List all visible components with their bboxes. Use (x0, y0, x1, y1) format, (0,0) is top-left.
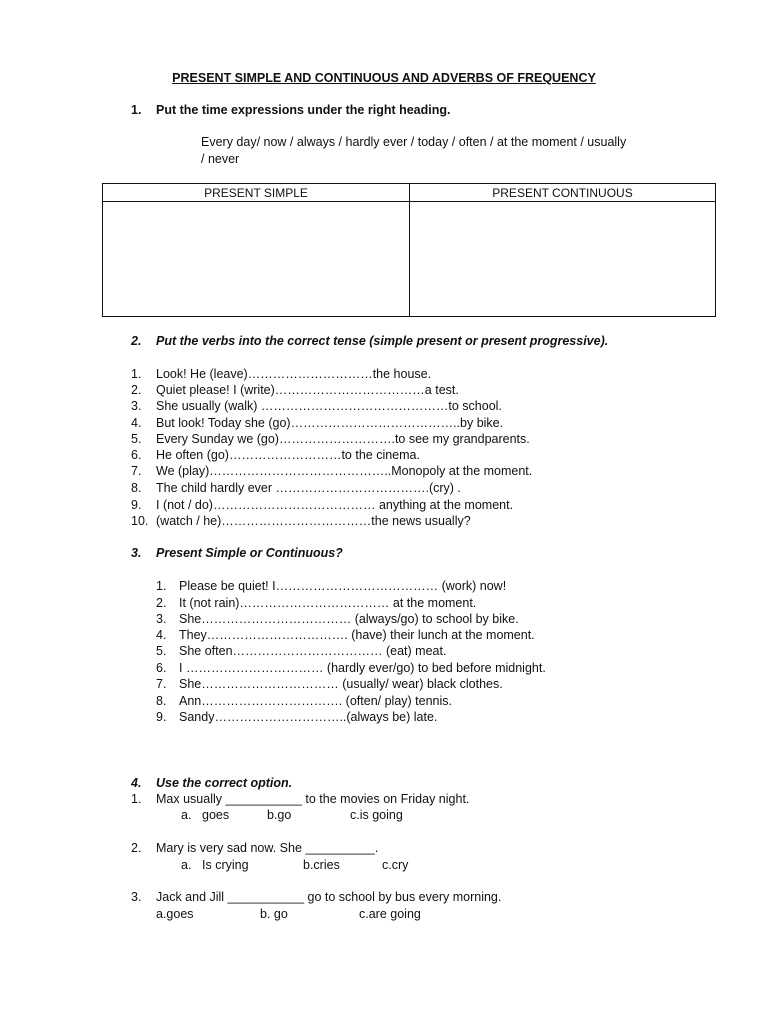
option-c[interactable]: c.cry (382, 858, 409, 872)
tense-heading-table (102, 183, 716, 317)
present-continuous-answer-cell[interactable] (410, 202, 716, 317)
list-item-number: 1. (131, 367, 142, 381)
option-b[interactable]: b. go (260, 907, 288, 921)
list-item: It (not rain)……………………………… at the moment. (179, 596, 477, 610)
list-item: Quiet please! I (write)………………………………a test. (156, 383, 459, 397)
list-item: Every Sunday we (go)……………………….to see my grandparents. (156, 432, 530, 446)
list-item-number: 4. (131, 416, 142, 430)
header-present-continuous: PRESENT CONTINUOUS (410, 184, 716, 202)
list-item: Sandy…………………………..(always be) late. (179, 710, 438, 724)
option-label: a. (181, 808, 192, 822)
section-4-instruction: Use the correct option. (156, 776, 293, 790)
time-expressions-line-1: Every day/ now / always / hardly ever / today / often / at the moment / usually (201, 135, 627, 149)
list-item-number: 2. (156, 596, 167, 610)
section-2-instruction: Put the verbs into the correct tense (simple present or present progressive). (156, 334, 609, 348)
list-item: They……………………………. (have) their lunch at the moment. (179, 628, 535, 642)
option-a[interactable]: Is crying (202, 858, 249, 872)
list-item-number: 3. (131, 399, 142, 413)
list-item: Ann……………………………. (often/ play) tennis. (179, 694, 452, 708)
option-c[interactable]: c.are going (359, 907, 421, 921)
list-item: Look! He (leave)…………………………the house. (156, 367, 432, 381)
question-number: 1. (131, 792, 142, 806)
list-item-number: 8. (156, 694, 167, 708)
list-item-number: 1. (156, 579, 167, 593)
list-item: But look! Today she (go)…………………………………..by bike. (156, 416, 504, 430)
page-title: PRESENT SIMPLE AND CONTINUOUS AND ADVERBS OF FREQUENCY (172, 71, 596, 85)
list-item: We (play)……………………………………..Monopoly at the moment. (156, 464, 533, 478)
section-4-number: 4. (131, 776, 142, 790)
section-3-instruction: Present Simple or Continuous? (156, 546, 343, 560)
section-3-number: 3. (131, 546, 142, 560)
list-item-number: 9. (131, 498, 142, 512)
header-present-simple: PRESENT SIMPLE (103, 184, 410, 202)
list-item-number: 6. (131, 448, 142, 462)
list-item-number: 5. (156, 644, 167, 658)
list-item-number: 10. (131, 514, 149, 528)
list-item: I (not / do)………………………………… anything at the moment. (156, 498, 514, 512)
list-item-number: 3. (156, 612, 167, 626)
list-item: She…………………………… (usually/ wear) black clothes. (179, 677, 503, 691)
list-item: (watch / he)………………………………the news usually? (156, 514, 471, 528)
question-text: Max usually ___________ to the movies on Friday night. (156, 792, 470, 806)
present-simple-answer-cell[interactable] (103, 202, 410, 317)
list-item-number: 8. (131, 481, 142, 495)
question-number: 2. (131, 841, 142, 855)
list-item-number: 5. (131, 432, 142, 446)
option-a[interactable]: goes (202, 808, 230, 822)
time-expressions-line-2: / never (201, 152, 240, 166)
list-item-number: 4. (156, 628, 167, 642)
section-2-number: 2. (131, 334, 142, 348)
list-item-number: 7. (156, 677, 167, 691)
list-item-number: 6. (156, 661, 167, 675)
question-number: 3. (131, 890, 142, 904)
option-b[interactable]: b.cries (303, 858, 340, 872)
section-1-number: 1. (131, 103, 142, 117)
section-1-instruction: Put the time expressions under the right heading. (156, 103, 451, 117)
option-c[interactable]: c.is going (350, 808, 403, 822)
list-item: I …………………………… (hardly ever/go) to bed before midnight. (179, 661, 546, 675)
option-b[interactable]: b.go (267, 808, 292, 822)
list-item: She……………………………… (always/go) to school by bike. (179, 612, 519, 626)
list-item-number: 7. (131, 464, 142, 478)
list-item: He often (go)………………………to the cinema. (156, 448, 420, 462)
list-item-number: 9. (156, 710, 167, 724)
list-item: Please be quiet! I………………………………… (work) now! (179, 579, 507, 593)
question-text: Mary is very sad now. She __________. (156, 841, 379, 855)
list-item: She often……………………………… (eat) meat. (179, 644, 447, 658)
list-item-number: 2. (131, 383, 142, 397)
option-a[interactable]: a.goes (156, 907, 194, 921)
option-label: a. (181, 858, 192, 872)
question-text: Jack and Jill ___________ go to school by bus every morning. (156, 890, 502, 904)
list-item: The child hardly ever ……………………………….(cry) . (156, 481, 461, 495)
list-item: She usually (walk) ………………………………………to school. (156, 399, 502, 413)
